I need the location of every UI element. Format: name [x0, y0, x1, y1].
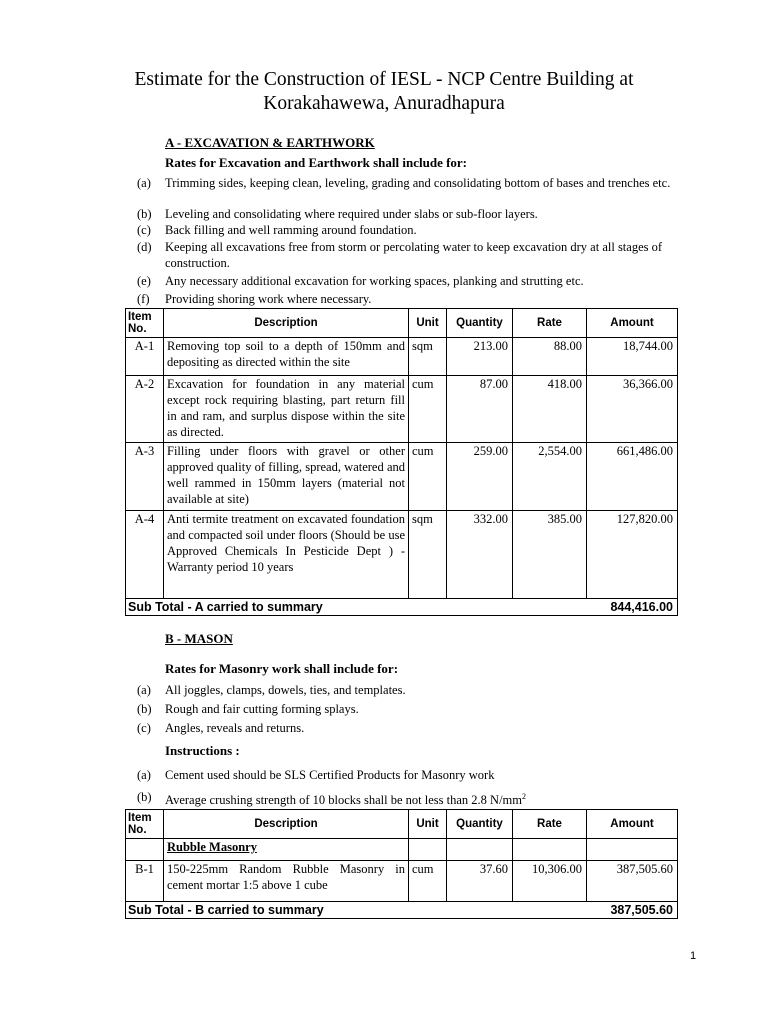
title-line-2: Korakahawewa, Anuradhapura [263, 93, 505, 114]
header-rate: Rate [513, 810, 587, 839]
header-unit: Unit [409, 309, 447, 338]
header-unit: Unit [409, 810, 447, 839]
rubble-masonry-subheading: Rubble Masonry [167, 840, 257, 854]
document-title [0, 68, 768, 116]
instructions-heading: Instructions : [165, 743, 240, 758]
subtotal-row [126, 902, 678, 919]
section-a-rates-heading: Rates for Excavation and Earthwork shall include for: [165, 155, 468, 170]
title-line-1: Estimate for the Construction of IESL - NCP Centre Building at [134, 69, 634, 90]
header-amount: Amount [587, 309, 678, 338]
subtotal-value: 844,416.00 [587, 599, 678, 616]
section-b-table [125, 809, 678, 919]
table-header-row [126, 309, 678, 338]
header-rate: Rate [513, 309, 587, 338]
section-a-heading: A - EXCAVATION & EARTHWORK [165, 135, 375, 150]
header-description: Description [164, 309, 409, 338]
table-row: A-2 Excavation for foundation in any material except rock requiring blasting, part return fill in and ram, and surplus dispose within the site as directed. cum 87.00 418.00 36,366.00 [126, 376, 678, 443]
subtotal-label: Sub Total - A carried to summary [126, 599, 447, 616]
page-number: 1 [690, 950, 697, 962]
table-subheading-row [126, 839, 678, 861]
table-row: A-1 Removing top soil to a depth of 150mm and depositing as directed within the site sqm 213.00 88.00 18,744.00 [126, 338, 678, 376]
header-description: Description [164, 810, 409, 839]
header-item-no: Item No. [126, 810, 164, 839]
subtotal-label: Sub Total - B carried to summary [126, 902, 447, 919]
subtotal-value: 387,505.60 [587, 902, 678, 919]
table-row: A-4 Anti termite treatment on excavated foundation and compacted soil under floors (Should be use Approved Chemicals In Pesticide Dept ) - Warranty period 10 years sqm 332.00 385.00 127,820.00 [126, 511, 678, 599]
table-header-row [126, 810, 678, 839]
section-b-heading: B - MASON [165, 631, 233, 646]
header-quantity: Quantity [447, 309, 513, 338]
header-amount: Amount [587, 810, 678, 839]
table-row: A-3 Filling under floors with gravel or other approved quality of filling, spread, watered and well rammed in 150mm layers (material not available at site) cum 259.00 2,554.00 661,486.00 [126, 443, 678, 511]
header-quantity: Quantity [447, 810, 513, 839]
table-row: B-1 150-225mm Random Rubble Masonry in cement mortar 1:5 above 1 cube cum 37.60 10,306.00 387,505.60 [126, 861, 678, 902]
section-b-rates-heading: Rates for Masonry work shall include for: [165, 661, 399, 676]
header-item-no: Item No. [126, 309, 164, 338]
subtotal-row [126, 599, 678, 616]
section-a-table [125, 308, 678, 616]
